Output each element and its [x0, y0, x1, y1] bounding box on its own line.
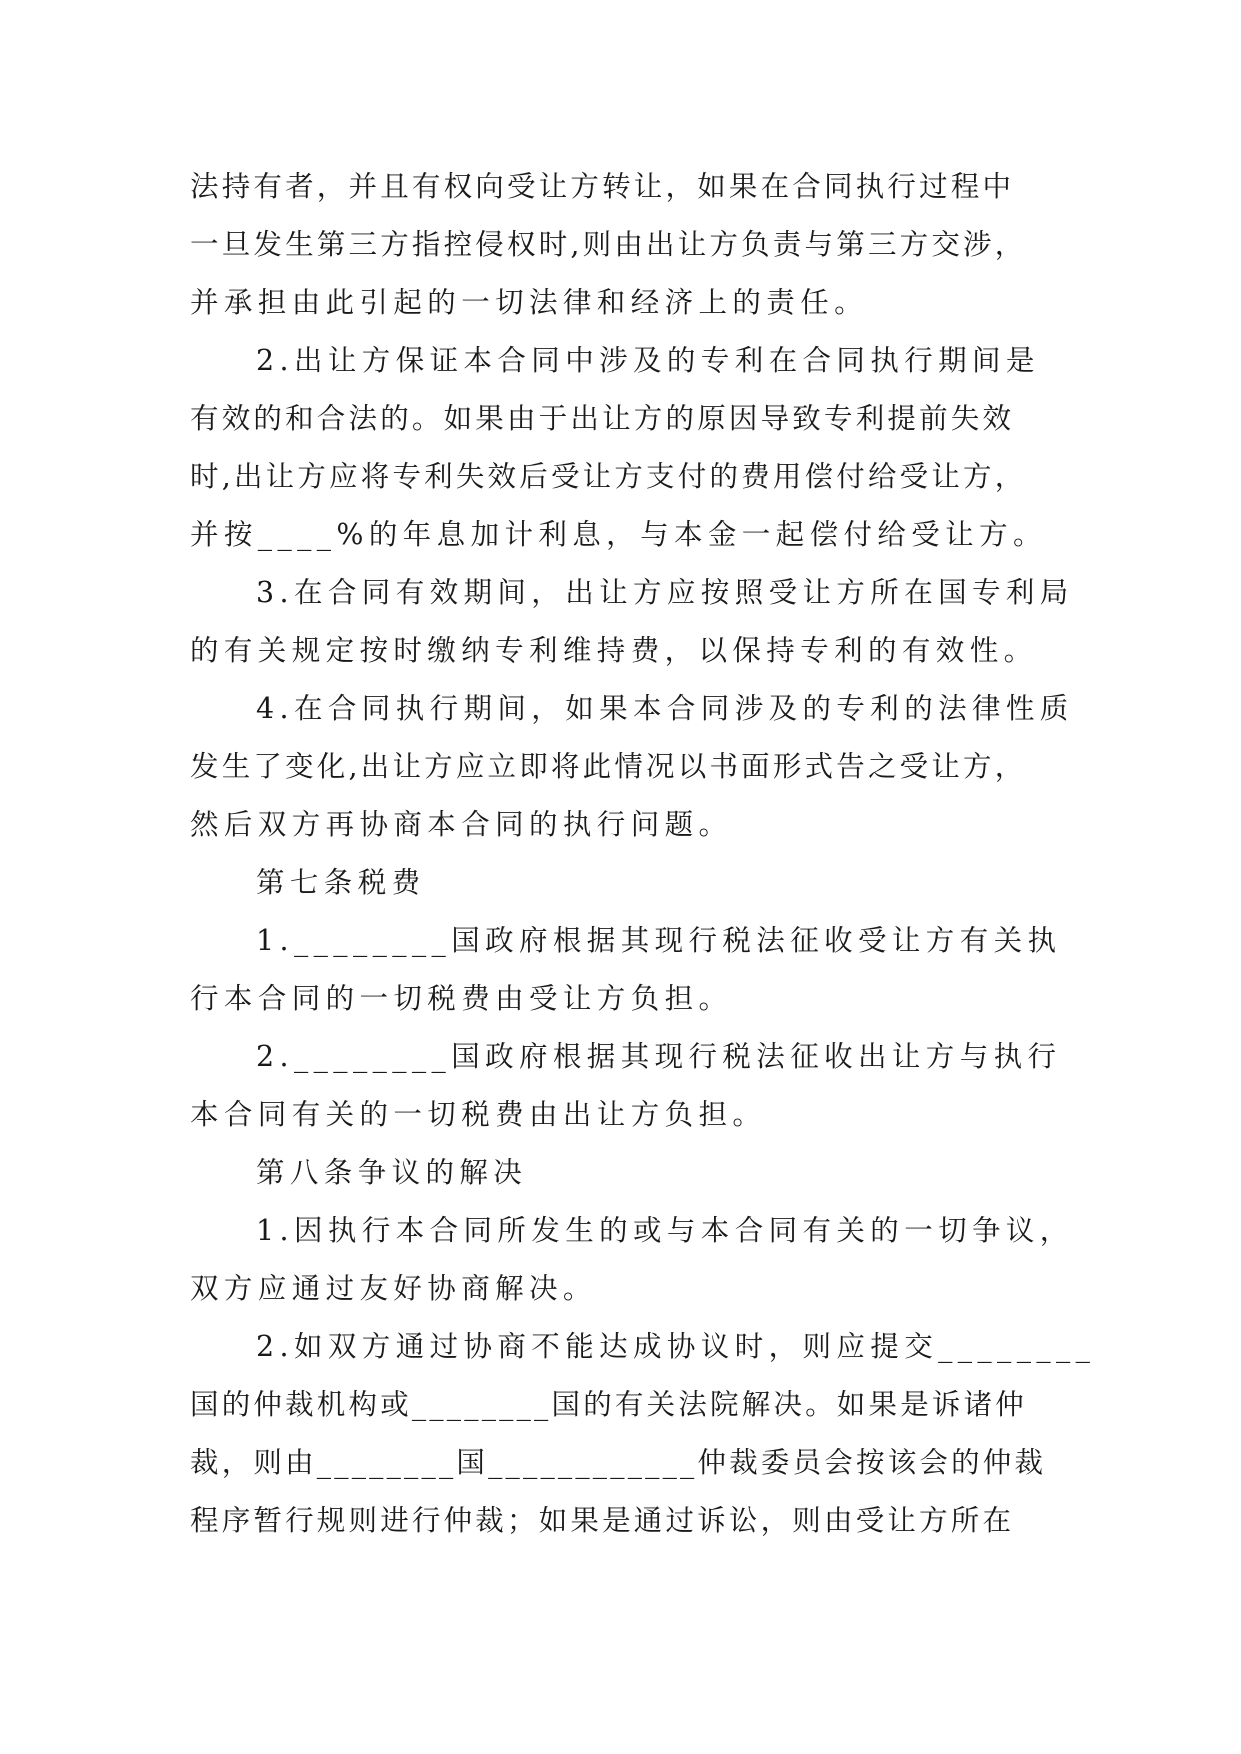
dispute-clause-2-line: 2.如双方通过协商不能达成协议时，则应提交________ — [256, 1330, 1096, 1363]
text-line: 然后双方再协商本合同的执行问题。 — [190, 808, 733, 841]
text-line: 本合同有关的一切税费由出让方负担。 — [190, 1098, 767, 1131]
text-line: 一旦发生第三方指控侵权时,则由出让方负责与第三方交涉， — [190, 228, 1027, 261]
text-line: 程序暂行规则进行仲裁；如果是通过诉讼，则由受让方所在 — [190, 1504, 1015, 1537]
clause-4-line: 4.在合同执行期间，如果本合同涉及的专利的法律性质 — [256, 692, 1074, 725]
document-body — [190, 158, 1096, 1550]
clause-2-line: 2.出让方保证本合同中涉及的专利在合同执行期间是 — [256, 344, 1040, 377]
text-line: 双方应通过友好协商解决。 — [190, 1272, 597, 1305]
dispute-clause-1-line: 1.因执行本合同所发生的或与本合同有关的一切争议， — [256, 1214, 1074, 1247]
text-line: 国的仲裁机构或________国的有关法院解决。如果是诉诸仲 — [190, 1388, 1028, 1421]
tax-clause-1-line: 1.________国政府根据其现行税法征收受让方有关执 — [256, 924, 1062, 957]
text-line: 发生了变化,出让方应立即将此情况以书面形式告之受让方， — [190, 750, 1027, 783]
article-7-heading: 第七条税费 — [256, 866, 426, 899]
clause-3-line: 3.在合同有效期间，出让方应按照受让方所在国专利局 — [256, 576, 1074, 609]
text-line: 裁，则由________国____________仲裁委员会按该会的仲裁 — [190, 1446, 1047, 1479]
article-8-heading: 第八条争议的解决 — [256, 1156, 528, 1189]
text-line: 法持有者，并且有权向受让方转让，如果在合同执行过程中 — [190, 170, 1015, 203]
text-line: 时,出让方应将专利失效后受让方支付的费用偿付给受让方， — [190, 460, 1027, 493]
tax-clause-2-line: 2.________国政府根据其现行税法征收出让方与执行 — [256, 1040, 1062, 1073]
text-line: 并承担由此引起的一切法律和经济上的责任。 — [190, 286, 869, 319]
text-line: 行本合同的一切税费由受让方负担。 — [190, 982, 733, 1015]
text-line: 并按____%的年息加计利息，与本金一起偿付给受让方。 — [190, 518, 1047, 551]
text-line: 的有关规定按时缴纳专利维持费，以保持专利的有效性。 — [190, 634, 1038, 667]
text-line: 有效的和合法的。如果由于出让方的原因导致专利提前失效 — [190, 402, 1015, 435]
